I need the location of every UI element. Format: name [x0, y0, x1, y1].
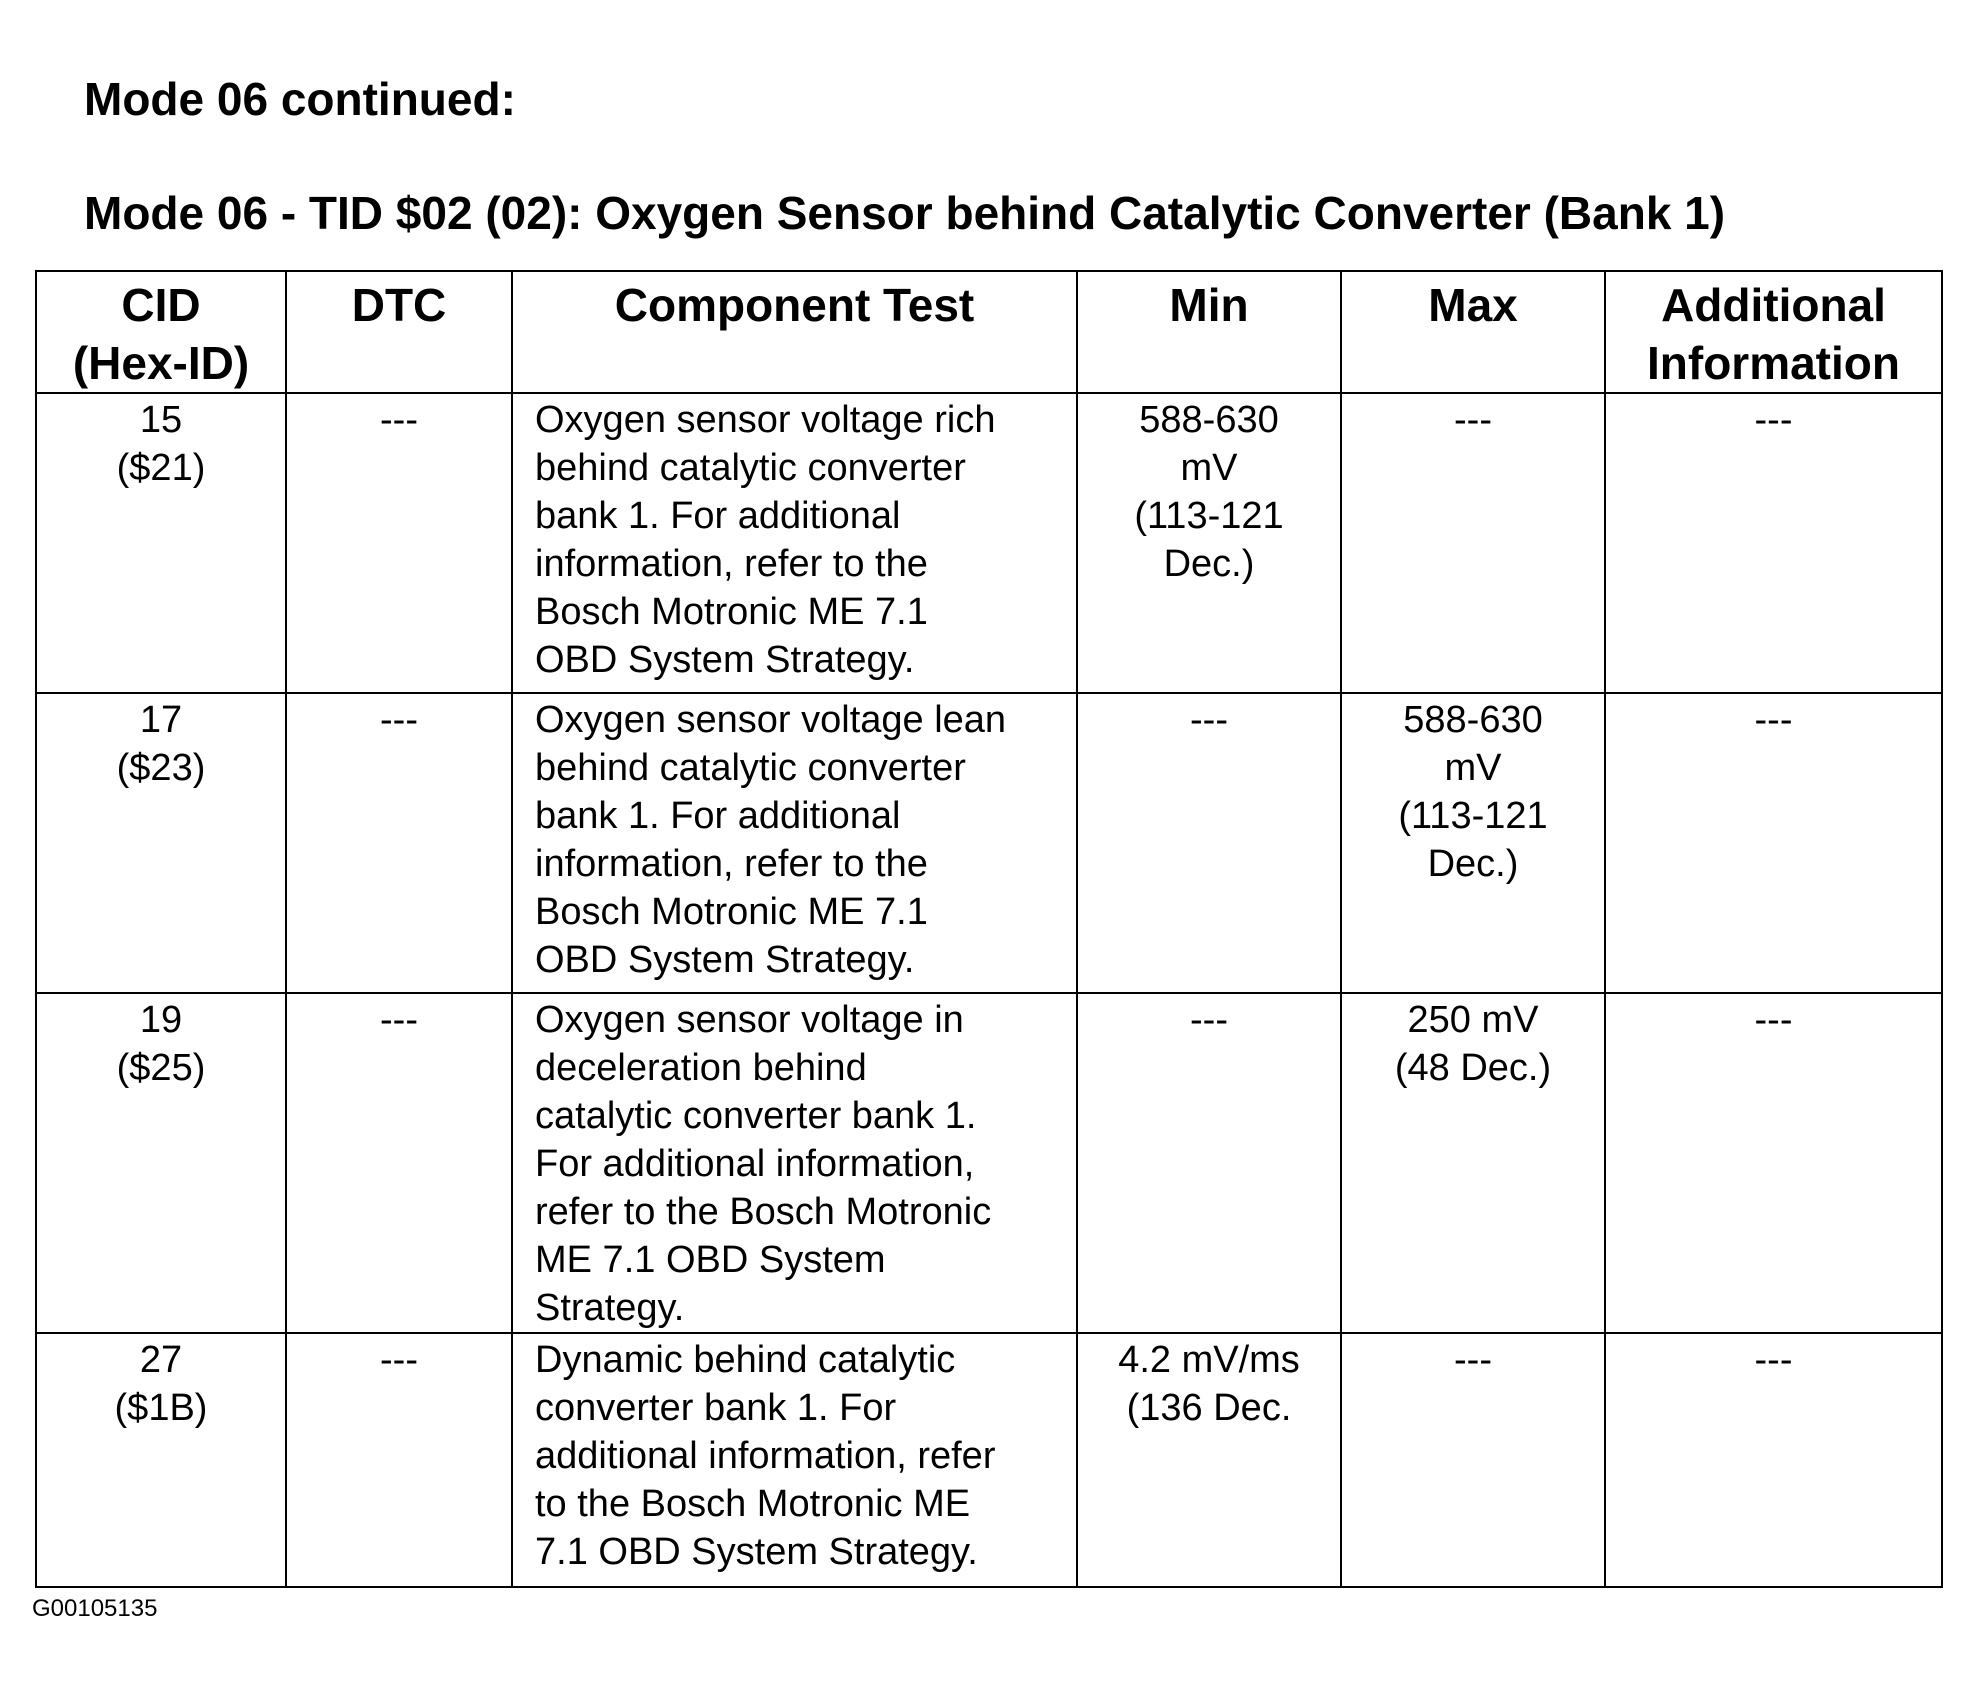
cell-line: 588-630 — [1403, 699, 1543, 741]
cell-dtc — [286, 693, 512, 993]
cell-line: ($23) — [116, 747, 206, 789]
cell-additional-information — [1605, 1333, 1942, 1587]
cell-line: 588-630 — [1139, 399, 1279, 441]
cell-line: 19 — [139, 999, 183, 1041]
cell-line: bank 1. For additional — [535, 795, 901, 837]
cell-line: (48 Dec.) — [1394, 1047, 1552, 1089]
cell-line: --- — [1754, 1339, 1793, 1381]
cell-line: converter bank 1. For — [535, 1387, 897, 1429]
cell-line: ME 7.1 OBD System — [535, 1239, 886, 1281]
header-component-test — [512, 271, 1077, 393]
cell-line: to the Bosch Motronic ME — [535, 1483, 971, 1525]
cell-line: --- — [380, 699, 418, 741]
header-min — [1077, 271, 1341, 393]
cell-line: --- — [380, 999, 418, 1041]
cell-line: ($21) — [116, 447, 206, 489]
cell-cid — [36, 693, 286, 993]
mode06-test-table — [35, 270, 1943, 1588]
table-title: Mode 06 - TID $02 (02): Oxygen Sensor behind Catalytic Converter (Bank 1) — [84, 187, 1726, 239]
cell-line: deceleration behind — [535, 1047, 867, 1089]
cell-line: (113-121 — [1398, 795, 1548, 837]
cell-line: information, refer to the — [535, 843, 928, 885]
table-row — [36, 393, 1942, 693]
cell-line: (Hex-ID) — [72, 337, 250, 389]
cell-line: --- — [1190, 699, 1228, 741]
cell-cid — [36, 1333, 286, 1587]
cell-line: Bosch Motronic ME 7.1 — [535, 591, 928, 633]
cell-line: 4.2 mV/ms — [1118, 1339, 1300, 1381]
cell-max — [1341, 393, 1605, 693]
cell-line: information, refer to the — [535, 543, 928, 585]
cell-line: Max — [1428, 279, 1518, 331]
cell-cid — [36, 993, 286, 1333]
cell-line: OBD System Strategy. — [535, 939, 915, 981]
cell-min — [1077, 993, 1341, 1333]
cell-line: --- — [1190, 999, 1228, 1041]
cell-dtc — [286, 993, 512, 1333]
section-continued-heading: Mode 06 continued: — [84, 73, 516, 125]
cell-line: 7.1 OBD System Strategy. — [535, 1531, 978, 1573]
cell-line: Additional — [1661, 279, 1886, 331]
header-additional-information — [1605, 271, 1942, 393]
cell-additional-information — [1605, 693, 1942, 993]
cell-line: Dynamic behind catalytic — [535, 1339, 956, 1381]
cell-line: Oxygen sensor voltage rich — [535, 399, 996, 441]
cell-line: --- — [1454, 399, 1492, 441]
cell-line: Component Test — [614, 279, 975, 331]
cell-component-test — [512, 393, 1077, 693]
cell-additional-information — [1605, 393, 1942, 693]
cell-line: --- — [380, 399, 418, 441]
cell-min — [1077, 393, 1341, 693]
cell-line: For additional information, — [535, 1143, 975, 1185]
cell-dtc — [286, 393, 512, 693]
cell-line: --- — [1754, 999, 1793, 1041]
cell-component-test — [512, 693, 1077, 993]
cell-line: additional information, refer — [535, 1435, 996, 1477]
cell-line: Oxygen sensor voltage lean — [535, 699, 1007, 741]
cell-line: 27 — [139, 1339, 183, 1381]
cell-line: --- — [1754, 399, 1793, 441]
cell-line: mV — [1180, 447, 1238, 489]
cell-max — [1341, 693, 1605, 993]
cell-line: Oxygen sensor voltage in — [535, 999, 964, 1041]
cell-component-test — [512, 1333, 1077, 1587]
header-dtc — [286, 271, 512, 393]
cell-line: ($1B) — [114, 1387, 208, 1429]
header-max — [1341, 271, 1605, 393]
table-row — [36, 993, 1942, 1333]
cell-max — [1341, 993, 1605, 1333]
cell-max — [1341, 1333, 1605, 1587]
cell-min — [1077, 693, 1341, 993]
cell-component-test — [512, 993, 1077, 1333]
cell-line: Information — [1647, 337, 1900, 389]
cell-line: 17 — [139, 699, 183, 741]
cell-line: Min — [1169, 279, 1249, 331]
cell-line: behind catalytic converter — [535, 447, 966, 489]
cell-line: Dec.) — [1163, 543, 1255, 585]
cell-line: 15 — [139, 399, 183, 441]
figure-id: G00105135 — [32, 1595, 158, 1622]
cell-cid — [36, 393, 286, 693]
cell-additional-information — [1605, 993, 1942, 1333]
table-row — [36, 1333, 1942, 1587]
cell-dtc — [286, 1333, 512, 1587]
cell-line: Bosch Motronic ME 7.1 — [535, 891, 928, 933]
table-row — [36, 693, 1942, 993]
cell-line: CID — [121, 279, 201, 331]
cell-line: --- — [380, 1339, 418, 1381]
cell-line: OBD System Strategy. — [535, 639, 915, 681]
cell-line: mV — [1444, 747, 1502, 789]
cell-line: (113-121 — [1134, 495, 1284, 537]
cell-min — [1077, 1333, 1341, 1587]
cell-line: DTC — [351, 279, 447, 331]
cell-line: ($25) — [116, 1047, 206, 1089]
cell-line: Strategy. — [535, 1287, 685, 1329]
table-header-row — [36, 271, 1942, 393]
cell-line: refer to the Bosch Motronic — [535, 1191, 992, 1233]
cell-line: --- — [1454, 1339, 1492, 1381]
cell-line: bank 1. For additional — [535, 495, 901, 537]
cell-line: 250 mV — [1407, 999, 1539, 1041]
cell-line: --- — [1754, 699, 1793, 741]
header-cid — [36, 271, 286, 393]
cell-line: Dec.) — [1427, 843, 1519, 885]
cell-line: behind catalytic converter — [535, 747, 966, 789]
cell-line: (136 Dec. — [1126, 1387, 1292, 1429]
cell-line: catalytic converter bank 1. — [535, 1095, 977, 1137]
